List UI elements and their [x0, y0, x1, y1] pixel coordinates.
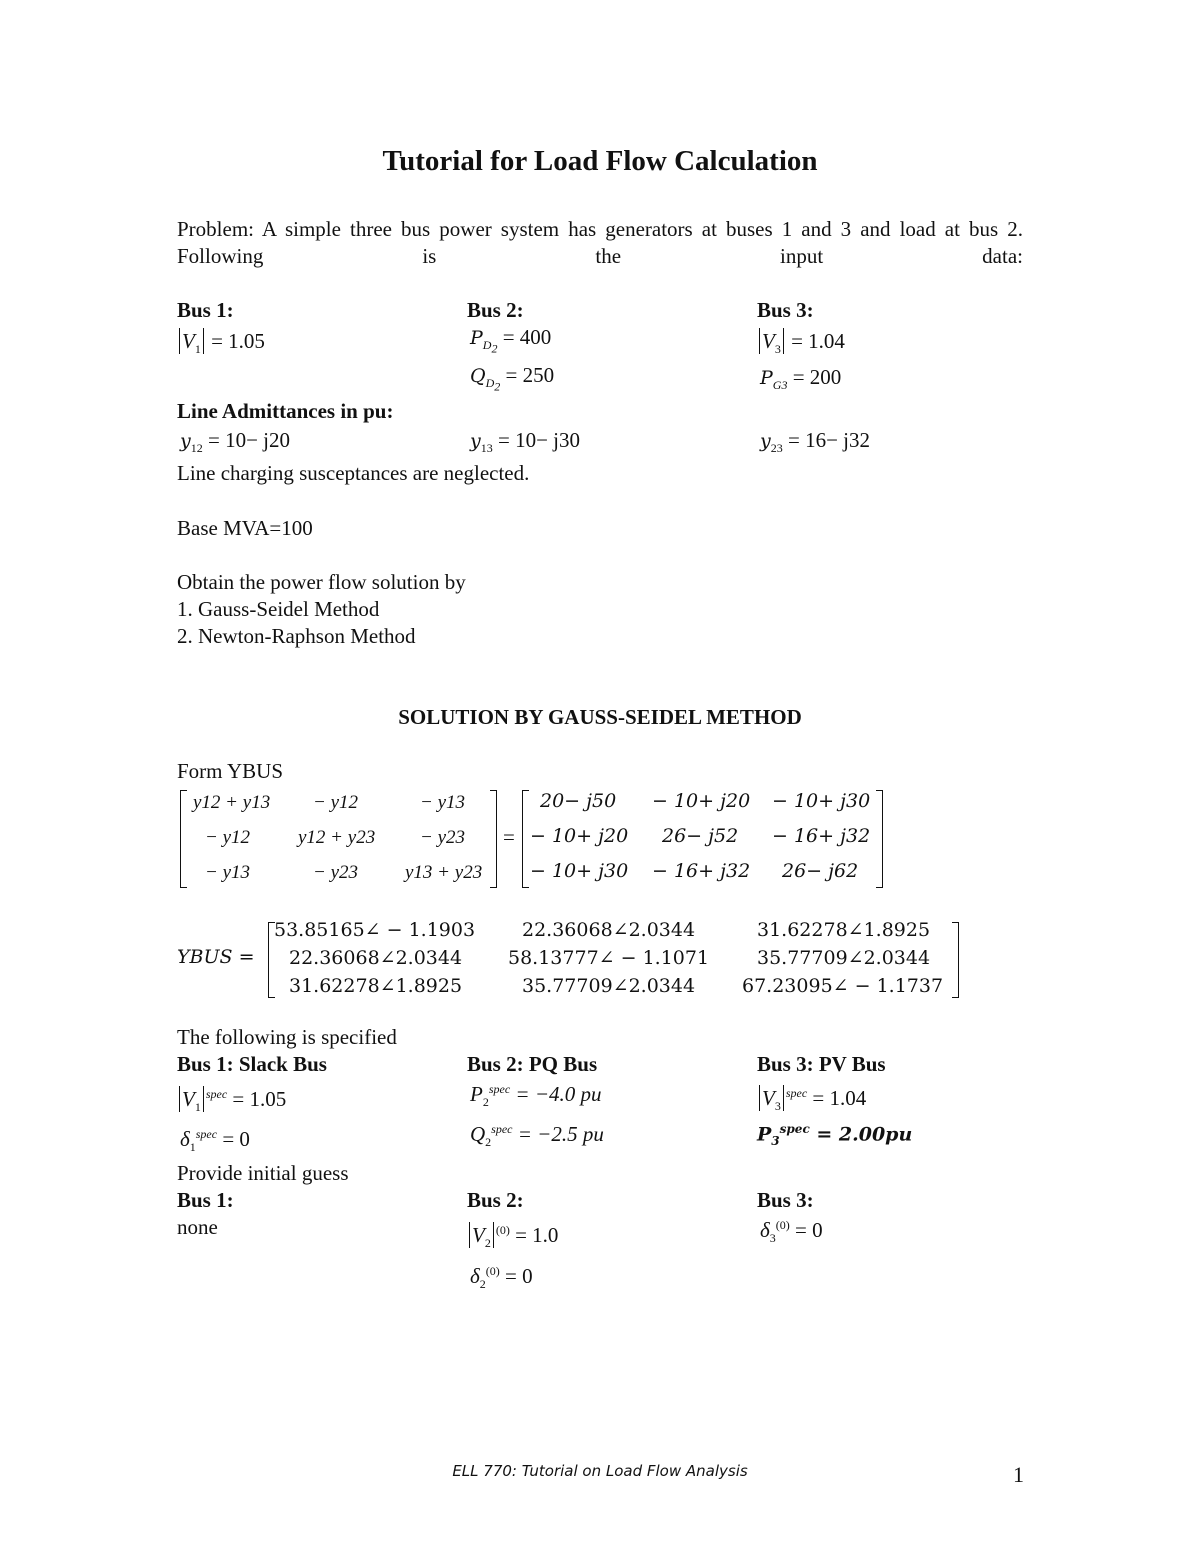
ybus-polar-cell: 31.62278∠1.8925	[757, 919, 931, 941]
ybus-num-cell: − 10+ j30	[772, 790, 871, 812]
guess-delta2: $\delta_2^{(0)} = 0$	[470, 1264, 533, 1292]
bus3-voltage: $V_3 = 1.04$	[757, 328, 845, 357]
line-charging-note: Line charging susceptances are neglected.	[177, 461, 530, 485]
ybus-sym-cell: y12 + y23	[298, 827, 376, 848]
ybus-polar-cell: 67.23095∠ − 1.1737	[742, 975, 944, 997]
spec-v1: $V_1^{spec} = 1.05$	[177, 1086, 286, 1115]
page-footer: ELL 770: Tutorial on Load Flow Analysis	[452, 1462, 748, 1480]
polar-matrix-right-bracket	[952, 922, 959, 998]
ybus-polar-cell: 35.77709∠2.0344	[757, 947, 931, 969]
numeric-matrix-left-bracket	[522, 790, 529, 888]
method-1: 1. Gauss-Seidel Method	[177, 597, 380, 621]
ybus-polar-cell: 35.77709∠2.0344	[522, 975, 696, 997]
ybus-polar-label: YBUS =	[177, 946, 255, 968]
admittance-y23: $y_{23} = 16- j32$	[760, 428, 871, 456]
line-admittances-heading: Line Admittances in pu:	[177, 399, 394, 423]
admittance-y12: $y_{12} = 10- j20$	[180, 428, 291, 456]
spec-bus1-header: Bus 1: Slack Bus	[177, 1052, 327, 1076]
spec-p2: $P_2^{spec} = -4.0$ pu	[470, 1082, 602, 1110]
page-number: 1	[1013, 1462, 1024, 1487]
method-2: 2. Newton-Raphson Method	[177, 624, 416, 648]
guess-bus1-value: none	[177, 1215, 218, 1239]
ybus-num-cell: − 10+ j30	[530, 860, 629, 882]
ybus-polar-cell: 31.62278∠1.8925	[289, 975, 463, 997]
spec-p3: $P_3^{spec} = 2.00pu$	[757, 1122, 913, 1149]
spec-q2: $Q_2^{spec} = -2.5$ pu	[470, 1122, 604, 1150]
bus3-pg: $P_{G3} = 200$	[760, 365, 842, 393]
bus2-qd: $Q_{D_2} = 250$	[470, 363, 555, 394]
specified-intro: The following is specified	[177, 1025, 397, 1049]
ybus-sym-cell: y13 + y23	[405, 862, 483, 883]
ybus-polar-cell: 53.85165∠ − 1.1903	[274, 919, 476, 941]
ybus-sym-cell: − y23	[313, 862, 359, 883]
ybus-sym-cell: y12 + y13	[193, 792, 271, 813]
ybus-polar-cell: 22.36068∠2.0344	[289, 947, 463, 969]
ybus-sym-cell: − y23	[420, 827, 466, 848]
bus2-pd: $P_{D_2} = 400$	[470, 325, 552, 356]
symbolic-matrix-right-bracket	[490, 790, 497, 888]
ybus-num-cell: − 16+ j32	[652, 860, 751, 882]
ybus-num-cell: − 16+ j32	[772, 825, 871, 847]
bus1-voltage: $V_1 = 1.05$	[177, 328, 265, 357]
spec-delta1: $\delta_1^{spec} = 0$	[180, 1127, 250, 1155]
ybus-sym-cell: − y12	[313, 792, 359, 813]
symbolic-matrix-left-bracket	[180, 790, 187, 888]
page-title: Tutorial for Load Flow Calculation	[382, 145, 818, 177]
ybus-sym-cell: − y13	[420, 792, 466, 813]
problem-statement: Problem: A simple three bus power system has generators at buses 1 and 3 and load at bus 2. Following is the input data:	[177, 217, 1023, 268]
ybus-polar-cell: 22.36068∠2.0344	[522, 919, 696, 941]
ybus-num-cell: − 10+ j20	[530, 825, 629, 847]
base-mva: Base MVA=100	[177, 516, 313, 540]
ybus-num-cell: 26− j52	[662, 825, 739, 847]
ybus-polar-cell: 58.13777∠ − 1.1071	[508, 947, 710, 969]
guess-bus3-header: Bus 3:	[757, 1188, 814, 1212]
equals-sign: =	[503, 825, 515, 849]
guess-v2: $V_2^{(0)} = 1.0$	[467, 1222, 558, 1251]
spec-bus3-header: Bus 3: PV Bus	[757, 1052, 886, 1076]
ybus-sym-cell: − y12	[205, 827, 251, 848]
ybus-num-cell: 26− j62	[782, 860, 859, 882]
ybus-num-cell: − 10+ j20	[652, 790, 751, 812]
spec-bus2-header: Bus 2: PQ Bus	[467, 1052, 598, 1076]
form-ybus-label: Form YBUS	[177, 759, 283, 783]
solution-heading: SOLUTION BY GAUSS-SEIDEL METHOD	[398, 705, 802, 729]
ybus-num-cell: 20− j50	[540, 790, 617, 812]
guess-bus2-header: Bus 2:	[467, 1188, 524, 1212]
ybus-sym-cell: − y13	[205, 862, 251, 883]
bus3-header: Bus 3:	[757, 298, 814, 322]
admittance-y13: $y_{13} = 10- j30$	[470, 428, 581, 456]
bus2-header: Bus 2:	[467, 298, 524, 322]
bus1-header: Bus 1:	[177, 298, 234, 322]
obtain-text: Obtain the power flow solution by	[177, 570, 466, 594]
numeric-matrix-right-bracket	[876, 790, 883, 888]
guess-delta3: $\delta_3^{(0)} = 0$	[760, 1218, 823, 1246]
spec-v3: $V_3^{spec} = 1.04$	[757, 1085, 866, 1114]
guess-bus1-header: Bus 1:	[177, 1188, 234, 1212]
initial-guess-label: Provide initial guess	[177, 1161, 349, 1185]
